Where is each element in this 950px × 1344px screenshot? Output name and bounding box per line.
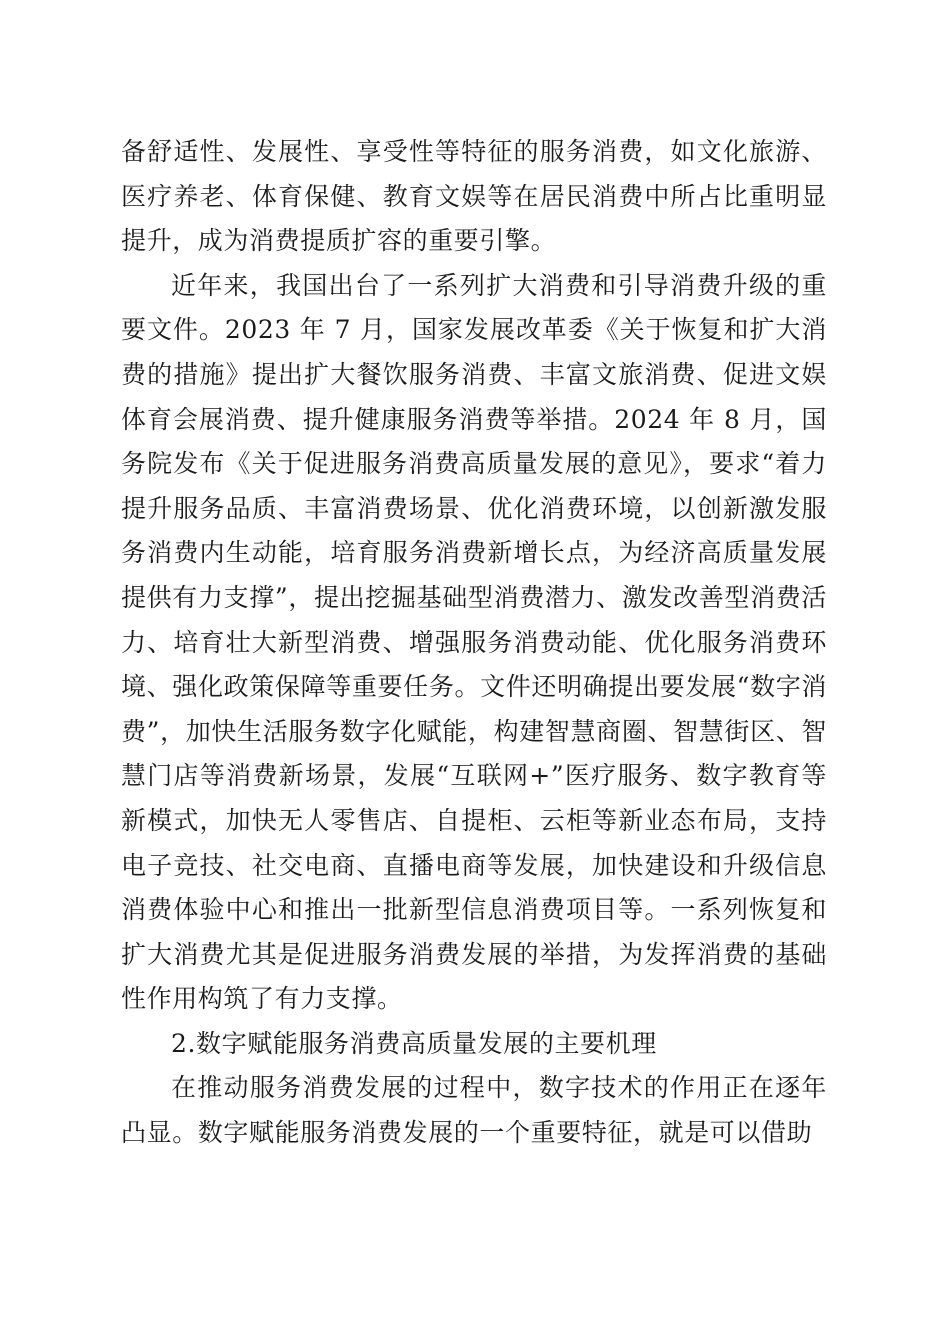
document-body [121, 130, 827, 1156]
paragraph-digital-empowerment: 在推动服务消费发展的过程中，数字技术的作用正在逐年凸显。数字赋能服务消费发展的一个重要特征，就是可以借助 [121, 1073, 827, 1148]
section-heading: 2.数字赋能服务消费高质量发展的主要机理 [171, 1028, 657, 1058]
paragraph-consumption-policies: 近年来，我国出台了一系列扩大消费和引导消费升级的重要文件。2023 年 7 月，国家发展改革委《关于恢复和扩大消费的措施》提出扩大餐饮服务消费、丰富文旅消费、促进文娱体育会展消费、提升健康服务消费等举措。2024 年 8 月，国务院发布《关于促进服务消费高质量发展的意见》，要求“着力提升服务品质、丰富消费场景、优化消费环境，以创新激发服务消费内生动能，培育服务消费新增长点，为经济高质量发展提供有力支撑”，提出挖掘基础型消费潜力、激发改善型消费活力、培育壮大新型消费、增强服务消费动能、优化服务消费环境、强化政策保障等重要任务。文件还明确提出要发展“数字消费”，加快生活服务数字化赋能，构建智慧商圈、智慧街区、智慧门店等消费新场景，发展“互联网+”医疗服务、数字教育等新模式，加快无人零售店、自提柜、云柜等新业态布局，支持电子竞技、社交电商、直播电商等发展，加快建设和升级信息消费体验中心和推出一批新型信息消费项目等。一系列恢复和扩大消费尤其是促进服务消费发展的举措，为发挥消费的基础性作用构筑了有力支撑。 [121, 270, 827, 1014]
paragraph-continuation: 备舒适性、发展性、享受性等特征的服务消费，如文化旅游、医疗养老、体育保健、教育文娱等在居民消费中所占比重明显提升，成为消费提质扩容的重要引擎。 [121, 137, 827, 256]
